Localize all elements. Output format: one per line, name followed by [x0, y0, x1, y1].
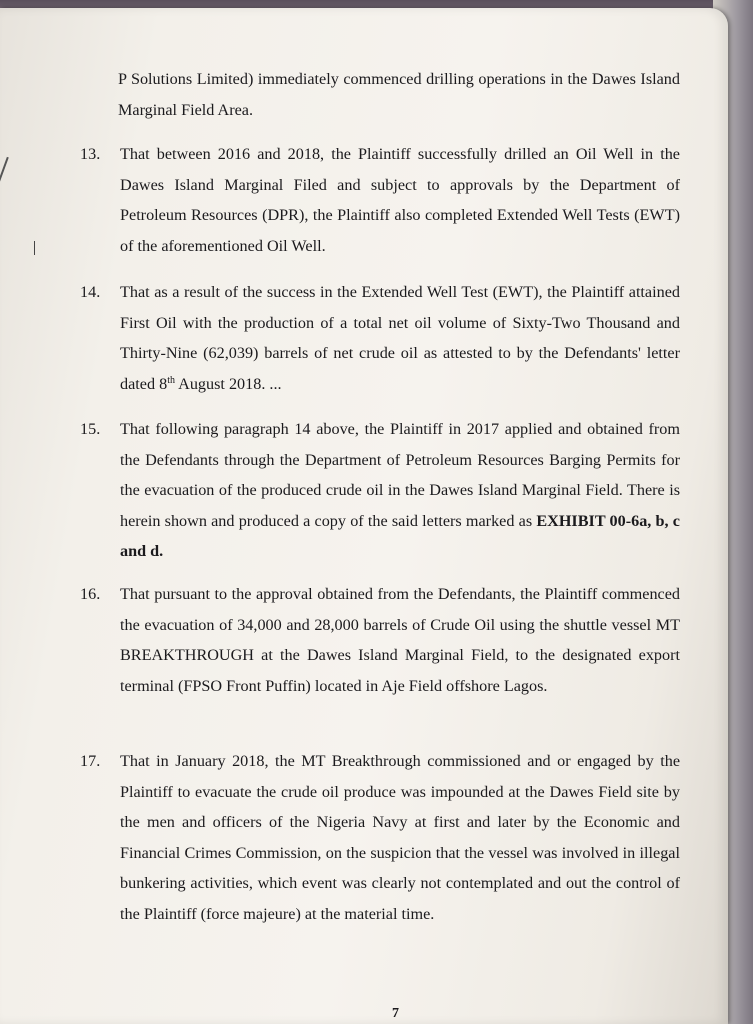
paragraph-15	[80, 414, 680, 567]
paragraph-17	[80, 746, 680, 929]
paragraph-13	[80, 139, 680, 261]
paragraph-number: 15.	[80, 420, 101, 438]
paragraph-text	[120, 414, 680, 567]
exhibit-reference: EXHIBIT 00-6a, b, c and d.	[120, 511, 680, 560]
page-edge-mark	[0, 157, 9, 195]
paragraph-text: That in January 2018, the MT Breakthrough commissioned and or engaged by the Plaintiff to evacuate the crude oil produce was impounded at the Dawes Field site by the men and officers of the Nigeria Navy at first and later by the Economic and Financial Crimes Commission, on the suspicion that the vessel was involved in illegal bunkering activities, which event was clearly not contemplated and out the control of the Plaintiff (force majeure) at the material time.	[120, 752, 680, 923]
paragraph-text	[120, 277, 680, 399]
paragraph-text-main: That as a result of the success in the Extended Well Test (EWT), the Plaintiff attained First Oil with the production of a total net oil volume of Sixty-Two Thousand and Thirty-Nine (62,039) barrels of net crude oil as attested to by the Defendants' letter dated 8	[120, 283, 680, 393]
continuation-paragraph	[80, 64, 680, 125]
paragraph-text: That pursuant to the approval obtained from the Defendants, the Plaintiff commenced the evacuation of 34,000 and 28,000 barrels of Crude Oil using the shuttle vessel MT BREAKTHROUGH at the Dawes Island Marginal Field, to the designated export terminal (FPSO Front Puffin) located in Aje Field offshore Lagos.	[120, 585, 680, 695]
paragraph-text-main: That following paragraph 14 above, the Plaintiff in 2017 applied and obtained from the Defendants through the Department of Petroleum Resources Barging Permits for the evacuation of the produced crude oil in the Dawes Island Marginal Field. There is herein shown and produced a copy of the said letters marked as	[120, 420, 680, 530]
paragraph-number: 17.	[80, 752, 101, 770]
paragraph-number: 13.	[80, 145, 101, 163]
paragraph-text: That between 2016 and 2018, the Plaintiff successfully drilled an Oil Well in the Dawes Island Marginal Filed and subject to approvals by the Department of Petroleum Resources (DPR), the Plaintiff also completed Extended Well Tests (EWT) of the aforementioned Oil Well.	[120, 145, 680, 255]
ordinal-suffix: th	[167, 374, 175, 386]
paragraph-number: 16.	[80, 585, 101, 603]
paragraph-number: 14.	[80, 283, 101, 301]
page-number: 7	[392, 1006, 399, 1021]
paragraph-text-tail: August 2018. ...	[174, 374, 282, 393]
paragraph-14	[80, 277, 680, 399]
continuation-text: P Solutions Limited) immediately commenced drilling operations in the Dawes Island Marginal Field Area.	[118, 70, 680, 119]
document-page	[0, 8, 728, 1024]
margin-mark	[34, 241, 35, 255]
paragraph-16	[80, 579, 680, 701]
